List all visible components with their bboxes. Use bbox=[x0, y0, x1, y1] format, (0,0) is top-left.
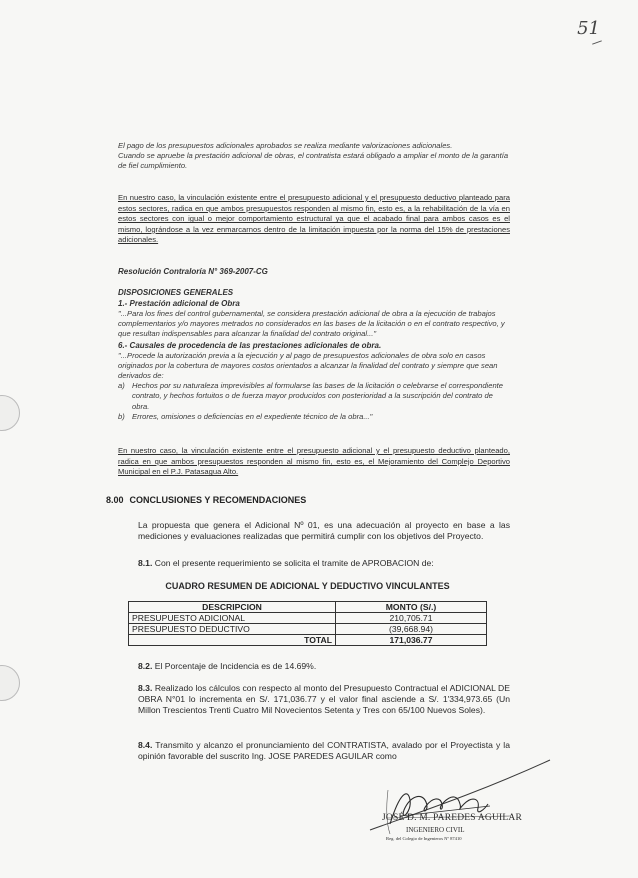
row-description: PRESUPUESTO DEDUCTIVO bbox=[129, 624, 336, 635]
item6-text: "...Procede la autorización previa a la ejecución y al pago de presupuestos adicionales de obra solo en casos originados por la cobertura de mayores costos orientados a alcanzar la finalidad del contrato y siempre que sean derivados de: bbox=[118, 350, 498, 381]
quote-line-1: El pago de los presupuestos adicionales aprobados se realiza mediante valorizaciones adicionales. bbox=[118, 141, 453, 150]
paragraph-8-2 bbox=[138, 661, 510, 672]
page-number: 51 bbox=[577, 18, 600, 39]
total-amount: 171,036.77 bbox=[336, 635, 487, 646]
list-item-text: Errores, omisiones o deficiencias en el expediente técnico de la obra..." bbox=[132, 411, 373, 421]
table-caption: CUADRO RESUMEN DE ADICIONAL Y DEDUCTIVO VINCULANTES bbox=[165, 581, 450, 591]
paragraph-8-3 bbox=[138, 683, 510, 716]
signature-stamp bbox=[360, 752, 560, 852]
list-item-label: b) bbox=[118, 411, 125, 421]
paragraph-vinculacion-1: En nuestro caso, la vinculación existente entre el presupuesto adicional y el presupuesto deductivo planteado para estos sectores, radica en que ambos presupuestos responden al mismo fin, esto es, a la rehabilitación de la vía en estos sectores con igual o mejor comportamiento estructural ya que el acabado final para ambos casos es el mismo, lográndose a la vez enmarcarnos dentro de la limitación impuesta por la norma del 15% de prestaciones adicionales. bbox=[118, 193, 510, 245]
list-item-label: a) bbox=[118, 381, 125, 391]
header-amount: MONTO (S/.) bbox=[336, 602, 487, 613]
intro-paragraph: La propuesta que genera el Adicional Nº 01, es una adecuación al proyecto en base a las mediciones y evaluaciones realizadas que permitirá cumplir con los objetivos del Proyecto. bbox=[138, 520, 510, 541]
stamp-name: JOSÉ D. M. PAREDES AGUILAR bbox=[382, 813, 522, 823]
total-label: TOTAL bbox=[129, 635, 336, 646]
paragraph-label: 8.2. bbox=[138, 661, 153, 671]
paragraph-text: Con el presente requerimiento se solicita el tramite de APROBACION de: bbox=[154, 558, 434, 568]
punch-hole-icon bbox=[0, 395, 20, 431]
resolution-title: Resolución Contraloría N° 369-2007-CG bbox=[118, 267, 268, 276]
section-number: 8.00 bbox=[106, 495, 124, 505]
stamp-title: INGENIERO CIVIL bbox=[406, 826, 465, 834]
section-title: CONCLUSIONES Y RECOMENDACIONES bbox=[129, 495, 307, 505]
header-description: DESCRIPCION bbox=[129, 602, 336, 613]
paragraph-8-1 bbox=[138, 558, 510, 569]
section-heading bbox=[106, 495, 312, 505]
paragraph-label: 8.4. bbox=[138, 740, 153, 750]
paragraph-label: 8.3. bbox=[138, 683, 153, 693]
table-header-row bbox=[129, 602, 487, 613]
table-total-row bbox=[129, 635, 487, 646]
page-number-underline bbox=[592, 40, 602, 44]
item6-title: 6.- Causales de procedencia de las prestaciones adicionales de obra. bbox=[118, 340, 382, 350]
paragraph-text: Realizado los cálculos con respecto al monto del Presupuesto Contractual el ADICIONAL DE OBRA N°01 lo incrementa en S/. 171,036.77 y el valor final asciende a S/. 1'334,973.65 (Un Millon Trescientos Trenti Cuatro Mil Novecientos Setenta y Tres con 65/100 Nuevos Soles). bbox=[138, 683, 510, 715]
paragraph-vinculacion-2: En nuestro caso, la vinculación existente entre el presupuesto adicional y el presupuesto deductivo planteado, radica en que ambos presupuestos responden al mismo fin, esto es, el Mejoramiento del Complejo Deportivo Municipal en el P.J. Patasagua Alto. bbox=[118, 446, 510, 477]
table-row bbox=[129, 613, 487, 624]
row-amount: (39,668.94) bbox=[336, 624, 487, 635]
row-amount: 210,705.71 bbox=[336, 613, 487, 624]
summary-table bbox=[128, 601, 487, 646]
disposiciones-block bbox=[118, 287, 510, 422]
list-item-text: Hechos por su naturaleza imprevisibles al formularse las bases de la licitación o celebrarse el correspondiente contrato, y hechos fortuitos o de fuerza mayor producidos con posterioridad a la suscripción del contrato de obra. bbox=[132, 381, 504, 411]
list-item bbox=[118, 412, 510, 422]
stamp-registration: Reg. del Colegio de Ingenieros Nº 87410 bbox=[386, 836, 462, 841]
row-description: PRESUPUESTO ADICIONAL bbox=[129, 613, 336, 624]
quote-line-2: Cuando se apruebe la prestación adicional de obras, el contratista estará obligado a ampliar el monto de la garantía de fiel cumplimiento. bbox=[118, 151, 509, 171]
paragraph-label: 8.1. bbox=[138, 558, 153, 568]
punch-hole-icon bbox=[0, 665, 20, 701]
table-row bbox=[129, 624, 487, 635]
disposiciones-title: DISPOSICIONES GENERALES bbox=[118, 288, 234, 297]
item1-title: 1.- Prestación adicional de Obra bbox=[118, 299, 240, 308]
paragraph-text: Transmito y alcanzo el pronunciamiento del CONTRATISTA, avalado por el Proyectista y la opinión favorable del suscrito Ing. JOSE PAREDES AGUILAR como bbox=[138, 740, 510, 761]
list-item bbox=[118, 381, 510, 412]
paragraph-text: El Porcentaje de Incidencia es de 14.69%. bbox=[154, 661, 317, 671]
quote-payment bbox=[118, 141, 510, 172]
item1-text: "...Para los fines del control gubernamental, se considera prestación adicional de obra a la ejecución de trabajos complementarios y/o mayores metrados no considerados en las bases de la licitación o en el contrato respectivo, y que resultan indispensables para alcanzar la finalidad del contrato original..." bbox=[118, 309, 505, 339]
